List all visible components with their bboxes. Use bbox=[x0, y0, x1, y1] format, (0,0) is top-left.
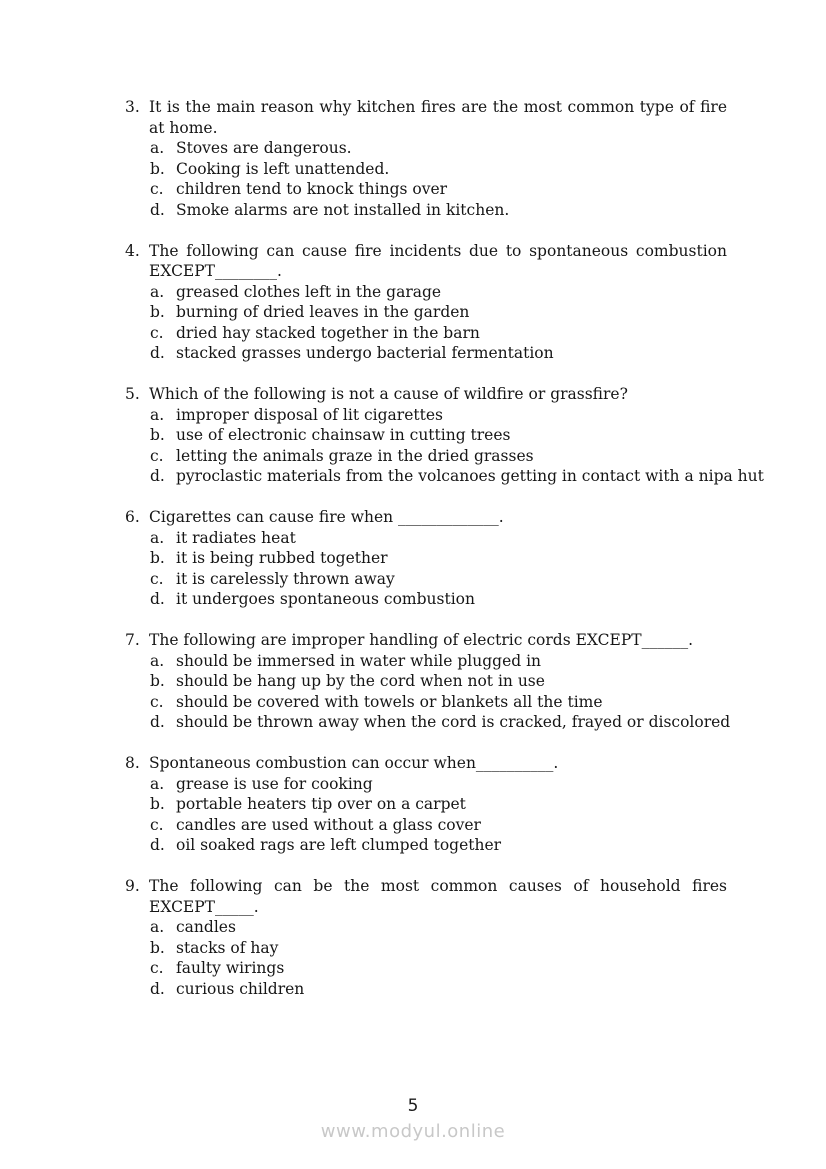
option-text: oil soaked rags are left clumped together bbox=[176, 836, 502, 854]
option-item bbox=[125, 159, 727, 180]
option-item bbox=[125, 343, 727, 364]
question-text: Spontaneous combustion can occur when__________. bbox=[149, 754, 559, 772]
option-text: faulty wirings bbox=[176, 959, 285, 977]
option-letter: a. bbox=[150, 282, 165, 301]
question-text: It is the main reason why kitchen fires are the most common type of fire at home. bbox=[149, 98, 727, 137]
option-text: stacked grasses undergo bacterial fermentation bbox=[176, 344, 554, 362]
option-item bbox=[125, 815, 727, 836]
option-item bbox=[125, 712, 731, 733]
option-item bbox=[125, 446, 727, 467]
options-list bbox=[125, 405, 764, 487]
question-line bbox=[125, 876, 727, 917]
option-letter: a. bbox=[150, 774, 165, 793]
option-letter: b. bbox=[150, 303, 165, 321]
option-text: portable heaters tip over on a carpet bbox=[176, 795, 466, 813]
option-letter: d. bbox=[150, 344, 165, 362]
option-item bbox=[125, 835, 727, 856]
option-text: improper disposal of lit cigarettes bbox=[176, 405, 443, 424]
question-line bbox=[125, 384, 727, 405]
option-text: pyroclastic materials from the volcanoes getting in contact with a nipa hut bbox=[176, 467, 764, 485]
option-text: dried hay stacked together in the barn bbox=[176, 323, 480, 342]
option-text: it radiates heat bbox=[176, 528, 296, 547]
option-letter: a. bbox=[150, 405, 165, 424]
question-number: 8. bbox=[125, 754, 140, 772]
option-letter: c. bbox=[150, 569, 164, 588]
question-line bbox=[125, 753, 727, 774]
option-letter: a. bbox=[150, 528, 165, 547]
options-list bbox=[125, 917, 727, 999]
option-text: burning of dried leaves in the garden bbox=[176, 303, 470, 321]
option-letter: a. bbox=[150, 918, 165, 936]
option-item bbox=[125, 200, 727, 221]
option-letter: d. bbox=[150, 836, 165, 854]
option-text: should be covered with towels or blankets all the time bbox=[176, 692, 603, 711]
question-line bbox=[125, 241, 727, 282]
option-letter: b. bbox=[150, 938, 165, 957]
option-item bbox=[125, 651, 727, 672]
option-item bbox=[125, 179, 727, 200]
option-letter: a. bbox=[150, 651, 165, 670]
question-block bbox=[125, 507, 727, 610]
question-block bbox=[125, 97, 727, 220]
option-item bbox=[125, 671, 727, 692]
options-list bbox=[125, 774, 727, 856]
option-letter: d. bbox=[150, 200, 165, 219]
question-number: 3. bbox=[125, 98, 140, 116]
option-item bbox=[125, 938, 727, 959]
question-text: Which of the following is not a cause of wildfire or grassfire? bbox=[149, 385, 628, 403]
option-item bbox=[125, 282, 727, 303]
option-text: it is being rubbed together bbox=[176, 549, 388, 567]
option-item bbox=[125, 302, 727, 323]
options-list bbox=[125, 138, 727, 220]
option-text: Stoves are dangerous. bbox=[176, 139, 352, 157]
option-item bbox=[125, 794, 727, 815]
option-letter: c. bbox=[150, 815, 164, 834]
option-item bbox=[125, 774, 727, 795]
question-text: The following can cause fire incidents due to spontaneous combustion EXCEPT________. bbox=[149, 241, 727, 280]
options-list bbox=[125, 282, 727, 364]
option-letter: b. bbox=[150, 426, 165, 444]
question-block bbox=[125, 630, 731, 733]
option-letter: d. bbox=[150, 590, 165, 608]
question-text: Cigarettes can cause fire when _____________. bbox=[149, 508, 504, 526]
question-number: 7. bbox=[125, 631, 140, 649]
option-item bbox=[125, 569, 727, 590]
option-text: curious children bbox=[176, 979, 305, 998]
question-line bbox=[125, 507, 727, 528]
option-item bbox=[125, 692, 727, 713]
option-item bbox=[125, 528, 727, 549]
page-number: 5 bbox=[407, 1096, 419, 1116]
question-block bbox=[125, 876, 727, 999]
option-letter: c. bbox=[150, 323, 164, 342]
option-letter: c. bbox=[150, 180, 164, 198]
option-item bbox=[125, 138, 727, 159]
question-text: The following can be the most common causes of household fires EXCEPT_____. bbox=[149, 877, 727, 916]
option-item bbox=[125, 589, 727, 610]
option-letter: a. bbox=[150, 139, 165, 157]
option-text: greased clothes left in the garage bbox=[176, 282, 442, 301]
option-item bbox=[125, 466, 764, 487]
question-number: 4. bbox=[125, 241, 140, 260]
question-line bbox=[125, 97, 727, 138]
option-text: should be hang up by the cord when not in use bbox=[176, 672, 545, 690]
option-text: grease is use for cooking bbox=[176, 774, 373, 793]
question-list bbox=[125, 97, 764, 1020]
option-text: Cooking is left unattended. bbox=[176, 159, 390, 178]
question-number: 6. bbox=[125, 508, 140, 526]
option-letter: b. bbox=[150, 549, 165, 567]
option-letter: c. bbox=[150, 959, 164, 977]
option-text: should be thrown away when the cord is cracked, frayed or discolored bbox=[176, 713, 731, 731]
option-item bbox=[125, 323, 727, 344]
option-text: Smoke alarms are not installed in kitchen. bbox=[176, 200, 510, 219]
options-list bbox=[125, 528, 727, 610]
question-number: 9. bbox=[125, 877, 140, 895]
option-letter: b. bbox=[150, 672, 165, 690]
options-list bbox=[125, 651, 731, 733]
option-text: children tend to knock things over bbox=[176, 180, 448, 198]
option-letter: c. bbox=[150, 692, 164, 711]
option-item bbox=[125, 405, 727, 426]
option-text: it is carelessly thrown away bbox=[176, 569, 395, 588]
question-block bbox=[125, 384, 764, 487]
option-text: letting the animals graze in the dried grasses bbox=[176, 446, 534, 465]
option-letter: d. bbox=[150, 467, 165, 485]
option-item bbox=[125, 958, 727, 979]
watermark: www.modyul.online bbox=[320, 1121, 506, 1142]
option-text: stacks of hay bbox=[176, 938, 279, 957]
option-item bbox=[125, 425, 727, 446]
option-text: it undergoes spontaneous combustion bbox=[176, 590, 475, 608]
question-number: 5. bbox=[125, 385, 140, 403]
question-text: The following are improper handling of electric cords EXCEPT______. bbox=[149, 631, 694, 649]
option-letter: c. bbox=[150, 446, 164, 465]
option-text: use of electronic chainsaw in cutting trees bbox=[176, 426, 511, 444]
option-item bbox=[125, 917, 727, 938]
option-letter: b. bbox=[150, 159, 165, 178]
option-text: candles bbox=[176, 918, 236, 936]
option-text: should be immersed in water while plugged in bbox=[176, 651, 542, 670]
option-letter: b. bbox=[150, 795, 165, 813]
option-text: candles are used without a glass cover bbox=[176, 815, 481, 834]
question-block bbox=[125, 241, 727, 364]
option-item bbox=[125, 979, 727, 1000]
option-letter: d. bbox=[150, 979, 165, 998]
option-letter: d. bbox=[150, 713, 165, 731]
option-item bbox=[125, 548, 727, 569]
question-line bbox=[125, 630, 727, 651]
question-block bbox=[125, 753, 727, 856]
